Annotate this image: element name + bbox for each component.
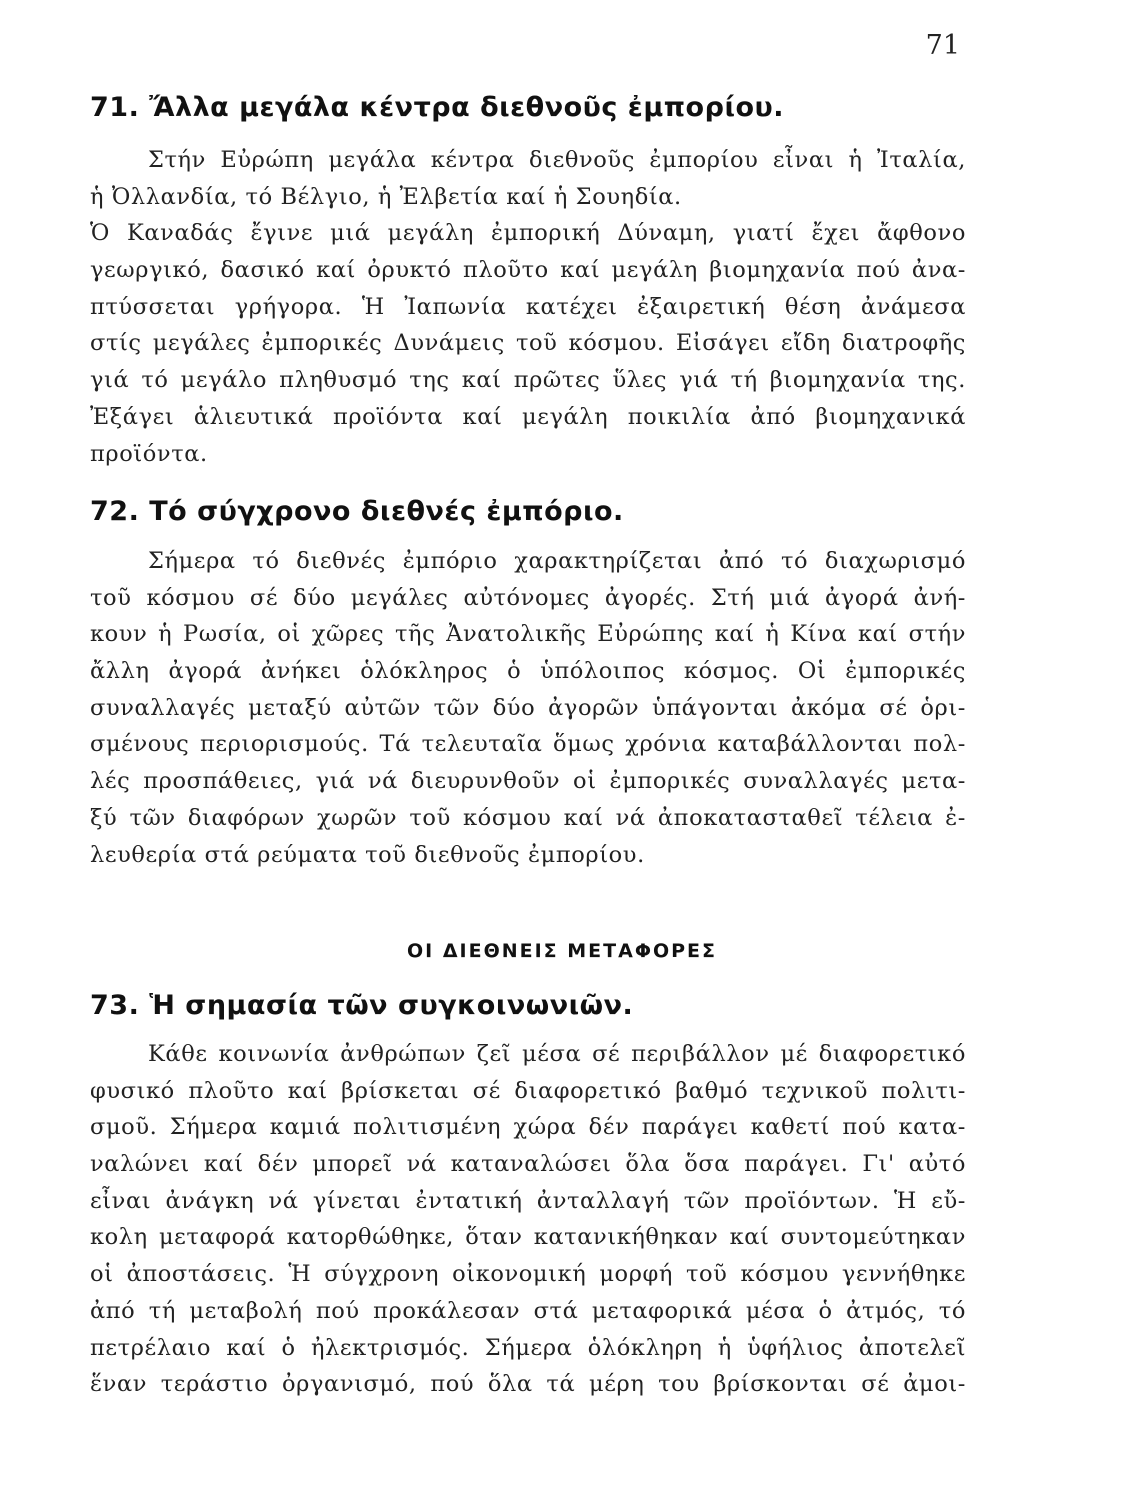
text-line: ξύ τῶν διαφόρων χωρῶν τοῦ κόσμου καί νά ἀποκατασταθεῖ τέλεια ἐ-: [90, 804, 966, 831]
text-line: οἱ ἀποστάσεις. Ἡ σύγχρονη οἰκονομική μορφή τοῦ κόσμου γεννήθηκε: [90, 1261, 966, 1288]
text-line: ναλώνει καί δέν μπορεῖ νά καταναλώσει ὅλα ὅσα παράγει. Γι' αὐτό: [90, 1151, 966, 1178]
text-line: ἕναν τεράστιο ὀργανισμό, πού ὅλα τά μέρη του βρίσκονται σέ ἀμοι-: [90, 1371, 966, 1398]
text-line: Ἐξάγει ἁλιευτικά προϊόντα καί μεγάλη ποικιλία ἀπό βιομηχανικά: [90, 403, 966, 430]
text-line: προϊόντα.: [90, 440, 208, 467]
text-line: στίς μεγάλες ἐμπορικές Δυνάμεις τοῦ κόσμου. Εἰσάγει εἴδη διατροφῆς: [90, 330, 966, 357]
text-line: λευθερία στά ρεύματα τοῦ διεθνοῦς ἐμπορίου.: [90, 841, 645, 868]
text-line: εἶναι ἀνάγκη νά γίνεται ἐντατική ἀνταλλαγή τῶν προϊόντων. Ἡ εὔ-: [90, 1187, 966, 1214]
text-line: Κάθε κοινωνία ἀνθρώπων ζεῖ μέσα σέ περιβάλλον μέ διαφορετικό: [148, 1041, 966, 1067]
text-line: ἡ Ὀλλανδία, τό Βέλγιο, ἡ Ἐλβετία καί ἡ Σουηδία.: [90, 183, 682, 210]
text-line: γεωργικό, δασικό καί ὀρυκτό πλοῦτο καί μεγάλη βιομηχανία πού ἀνα-: [90, 257, 966, 284]
section-73-heading: 73. Ἡ σημασία τῶν συγκοινωνιῶν.: [90, 990, 634, 1021]
text-line: κουν ἡ Ρωσία, οἱ χῶρες τῆς Ἀνατολικῆς Εὐρώπης καί ἡ Κίνα καί στήν: [90, 621, 966, 648]
text-line: ἄλλη ἀγορά ἀνήκει ὁλόκληρος ὁ ὑπόλοιπος κόσμος. Οἱ ἐμπορικές: [90, 658, 966, 685]
text-line: πτύσσεται γρήγορα. Ἡ Ἰαπωνία κατέχει ἐξαιρετική θέση ἀνάμεσα: [90, 293, 966, 320]
section-73-paragraph: [90, 1036, 966, 1403]
section-71-paragraph: [90, 142, 966, 472]
text-line: σμοῦ. Σήμερα καμιά πολιτισμένη χώρα δέν παράγει καθετί πού κατα-: [90, 1114, 966, 1141]
text-line: Στήν Εὐρώπη μεγάλα κέντρα διεθνοῦς ἐμπορίου εἶναι ἡ Ἰταλία,: [148, 147, 966, 173]
text-line: κολη μεταφορά κατορθώθηκε, ὅταν κατανικήθηκαν καί συντομεύτηκαν: [90, 1224, 966, 1251]
text-line: φυσικό πλοῦτο καί βρίσκεται σέ διαφορετικό βαθμό τεχνικοῦ πολιτι-: [90, 1077, 966, 1104]
text-line: σμένους περιορισμούς. Τά τελευταῖα ὅμως χρόνια καταβάλλονται πολ-: [90, 731, 966, 758]
text-line: γιά τό μεγάλο πληθυσμό της καί πρῶτες ὕλες γιά τή βιομηχανία της.: [90, 367, 966, 394]
text-line: συναλλαγές μεταξύ αὐτῶν τῶν δύο ἀγορῶν ὑπάγονται ἀκόμα σέ ὁρι-: [90, 694, 966, 721]
section-72-heading: 72. Τό σύγχρονο διεθνές ἐμπόριο.: [90, 496, 624, 527]
text-line: πετρέλαιο καί ὁ ἠλεκτρισμός. Σήμερα ὁλόκληρη ἡ ὑφήλιος ἀποτελεῖ: [90, 1334, 966, 1361]
chapter-title: ΟΙ ΔΙΕΘΝΕΙΣ ΜΕΤΑΦΟΡΕΣ: [406, 940, 718, 962]
text-line: τοῦ κόσμου σέ δύο μεγάλες αὐτόνομες ἀγορές. Στή μιά ἀγορά ἀνή-: [90, 584, 966, 611]
section-72-paragraph: [90, 543, 966, 873]
page-number: 71: [925, 30, 960, 61]
text-line: λές προσπάθειες, γιά νά διευρυνθοῦν οἱ ἐμπορικές συναλλαγές μετα-: [90, 768, 966, 795]
section-71-heading: 71. Ἄλλα μεγάλα κέντρα διεθνοῦς ἐμπορίου.: [90, 92, 784, 123]
text-line: Ὁ Καναδάς ἔγινε μιά μεγάλη ἐμπορική Δύναμη, γιατί ἔχει ἄφθονο: [90, 220, 966, 247]
text-line: Σήμερα τό διεθνές ἐμπόριο χαρακτηρίζεται ἀπό τό διαχωρισμό: [148, 548, 966, 574]
text-line: ἀπό τή μεταβολή πού προκάλεσαν στά μεταφορικά μέσα ὁ ἀτμός, τό: [90, 1297, 966, 1324]
